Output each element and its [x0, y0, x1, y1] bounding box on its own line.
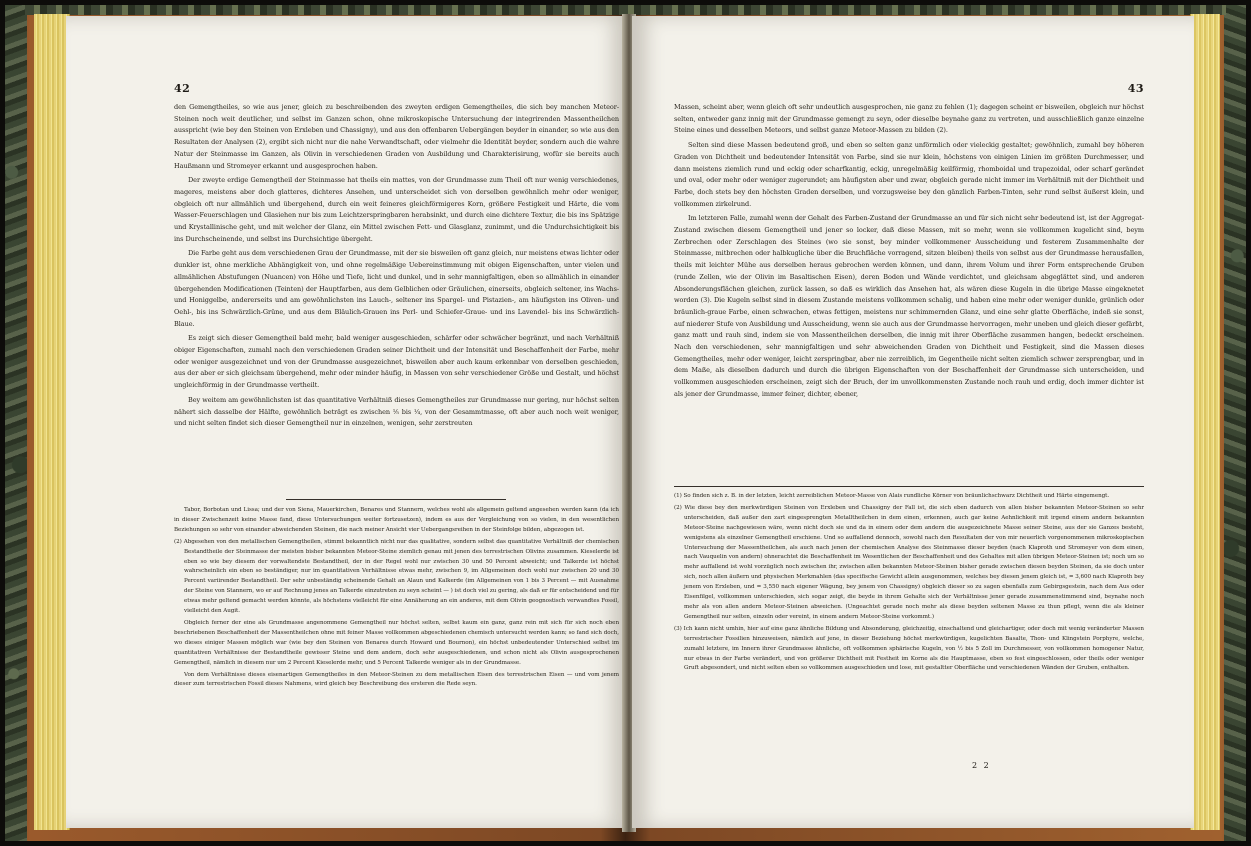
footnote: Von dem Verhältnisse dieses eisenartigen Gemengtheiles in den Meteor-Steinen zu dem metallischen Eisen des terrestrischen Eisen — und vom jenem dieser zum terrestrischen Fossil dieses Nahmens, wird gleich bey Beschreibung des ersteren die Rede seyn.	[174, 671, 619, 688]
footnote: (2) Wie diese bey den merkwürdigen Steinen von Erxleben und Chassigny der Fall ist, die sich eben dadurch von allen bisher bekannten Meteor-Steinen so sehr unterscheiden, daß außer den zart eingesprengten Metalltheilchen in dem einen, erkennen, auch gar keine Aehnlichkeit mit irgend einem andern bekannten Meteor-Steine nachgewiesen wäre, wenn nicht doch sie und da in einem oder dem andern die ausgezeichnete Masse seiner Steine, aus der sie Ganzes besteht, wenigstens als einzelner Gemengtheil erschiene. Und so auffallend dennoch, sowohl nach den Resultaten der von mir neuerlich vorgenommenen mikroskopischen Untersuchung der Massentheilchen, als auch nach jenen der chemischen Analyse des Steinmasse dieser beyden (nach Klaproth und Stromeyer von dem einen, nach Vauquelin von andern) ohnerachtet die Beschaffenheit im Wesentlichen der Beschaffenheit und des Gehaltes mit allen übrigen Meteor-Steinen ist; noch um so mehr auffallend ist wohl vorzüglich noch zwischen ihr, zwischen allen bekannten Meteor-Steinen bisher gerade zwischen diesen beyden Steinen, da sie doch unter sich, noch allen äußern und physischen Merkmahlen (das specifische Gewicht allein ausgenommen, welches bey diesen jenem gleich ist, = 3,600 nach Klaproth bey jenem von Erxleben, und = 3,550 nach eigener Wägung, bey jenem von Chassigny) obgleich dieser so zu sagen ebenfalls zum Gebirgsgestein, nach dem Aus oder Eisenfilgel, vollkommen unterschieden, sich sogar zeigt, die beyde in ihrem Gehalte sich der Verhältnisse jener gerade zusammenstimmend sind, beynahe noch mehr als von allen andern Meteor-Steinen abweichen. (Ungeachtet gerade noch mehr als diese beyden seltenen Masse zu thun pflegt, wenn die als kleiner Gemengtheil nur selten, einzeln oder vereint, in einem andern Meteor-Steine vorkommt.)	[674, 504, 1144, 620]
paragraph: den Gemengtheiles, so wie aus jener, gleich zu beschreibenden des zweyten erdigen Gemengtheiles, die sich bey manchen Meteor-Steinen noch weit deutlicher, und selbst im Ganzen schon, ohne mikroskopische Untersuchung der integrirenden Massentheilchen ausspricht (wie bey den Steinen von Erxleben und Chassigny), und aus den offenbaren Uebergängen beyder in einander, so wie aus den Resultaten der Analysen (2), ergibt sich nicht nur die nahe Verwandtschaft, oder vielmehr die Identität beyder, sondern auch die wahre Natur der Steinmasse im Ganzen, als Olivin in verschiedenen Graden von Ausbildung und Charakterisirung, wofür sie bereits auch Haußmann und Stromeyer erkannt und ausgesprochen haben.	[174, 103, 619, 170]
right-page-body	[674, 102, 1144, 484]
paragraph: Massen, scheint aber, wenn gleich oft sehr undeutlich ausgesprochen, nie ganz zu fehlen (1); dagegen scheint er bisweilen, obgleich nur höchst selten, entweder ganz innig mit der Grundmasse gemengt zu seyn, oder dieselbe beynahe ganz zu vertreten, und ausschließlich ganze einzelne Steine eines und desselben Meteors, und selbst ganze Meteor-Massen zu bilden (2).	[674, 103, 1144, 135]
paragraph: Die Farbe geht aus dem verschiedenen Grau der Grundmasse, mit der sie bisweilen oft ganz gleich, nur meistens etwas lichter oder dunkler ist, ohne merkliche Abhängigkeit von, und ohne regelmäßige Uebereinstimmung mit obigen Eigenschaften, unter vielen und allmählichen Abstufungen (Nuancen) von Höhe und Tiefe, licht und dunkel, und in sehr mannigfaltigen, eben so allmählich in einander übergehenden Modificationen (Teinten) der Hauptfarben, aus dem Gelblichen oder Gräulichen, einerseits, obgleich seltener, ins Wachs- und Honiggelbe, andererseits und am gewöhnlichsten ins Lauch-, seltener ins Spargel- und Pistazien-, am häufigsten ins Oliven- und Oehl-, bis ins Schwärzlich-Grüne, und aus dem Bläulich-Grauen ins Perl- und Schiefer-Graue- und ins Lavendel- bis ins Schwärzlich-Blaue.	[174, 249, 619, 328]
marbled-cover-right	[1224, 5, 1246, 841]
footnote: Tabor, Borbotan und Lissa; und der von Siena, Mauerkirchen, Benares und Stannern, welches wohl als allgemein geltend angesehen werden kann (da ich in dieser Zwischenzeit keine Masse fand, diese Untersuchungen weiter fortzusetzen), indem es aus der Vergleichung von so vielen, in den wesentlichen Beziehungen so sehr von einander abweichenden Steinen, die nach meiner Ansicht vier Uebergangsreihen in der Steinfolge bilden, abgezogen ist.	[174, 507, 619, 533]
paragraph: Der zweyte erdige Gemengtheil der Steinmasse hat theils ein mattes, von der Grundmasse zum Theil oft nur wenig verschiedenes, mageres, meistens aber doch glatteres, dichteres Ansehen, und unterscheidet sich von derselben gewöhnlich mehr oder weniger, obgleich oft nur allmählich und übergehend, durch ein weit feineres gleichförmigeres Korn, größere Festigkeit und Härte, die vom Wasser-Feuerschlagen und Glasiehen nur bis zum Leichtzerspringbaren herabsinkt, und durch eine dichtere Textur, die bis ins Spätzige und Krystallinische geht, und mit welcher der Glanz, ein Mittel zwischen Fett- und Glasglanz, zunimmt, und die Undurchsichtigkeit bis ins Durchscheinende, und selbst ins Durchsichtige übergeht.	[174, 176, 619, 243]
page-number-left: 42	[174, 82, 191, 95]
footnote: Obgleich ferner der eine als Grundmasse angenommene Gemengtheil nur höchst selten, selbst kaum ein ganz, ganz rein mit sich für sich noch eben beschriebenen Beschaffenheit der Massentheilchen ohne mit feiner Masse vollkommen abgeschiedenen chemisch untersucht werden kann; so fand sich doch, wo dieses einiger Massen möglich war (wie bey den Steinen von Benares durch Howard und Bournon), ein höchst unbedeutender Unterschied selbst im quantitativen Verhältnisse der Bestandtheile gewisser Steine und dem andern, doch sehr ausgeschiedenen, und schon nicht als Olivin ausgesprochenen Gemengtheil, nämlich in diesem nur um 2 Percent Kieselerde mehr, und 5 Percent Talkerde weniger als in der Grundmasse.	[174, 619, 619, 666]
page-edges-left	[34, 14, 70, 830]
footnote: (2) Abgesehen von den metallischen Gemengtheilen, stimmt bekanntlich nicht nur das qualitative, sondern selbst das quantitative Verhältniß der chemischen Bestandtheile der Steinmasse der meisten bisher bekannten Meteor-Steine ziemlich genau mit jenen des terrestrischen Olivins zusammen. Kieselerde ist eben so wie bey diesem der vorwaltendste Bestandtheil, der in der Regel wohl nur zwischen 30 und 50 Percent abweicht; und Talkerde ist höchst wahrscheinlich ein eben so beständiger, nur im quantitativen Verhältnisse etwas mehr, zwischen 9, im Allgemeinen doch wohl nur zwischen 20 und 30 Percent variirender Bestandtheil. Der sehr unbeständig scheinende Gehalt an Alaun und Kalkerde (im Allgemeinen von 1 bis 3 Percent — mit Ausnahme der Steine von Stannern, wo er auf Rechnung jenes an Talkerde einzutreten zu seyn scheint — ) ist doch viel zu gering, als daß er für entscheidend und für etwas mehr geltend gemacht werden könnte, als höchstens vielleicht für eine Annäherung an ein anderes, mit dem Olivin geognostisch verwandtes Fossil, vielleicht den Augit.	[174, 538, 619, 615]
marbled-cover-left	[5, 5, 27, 841]
page-edges-right	[1190, 14, 1220, 830]
right-page-footnotes	[674, 492, 1144, 754]
right-page	[632, 16, 1194, 828]
paragraph: Im letzteren Falle, zumahl wenn der Gehalt des Farben-Zustand der Grundmasse an und für sich nicht sehr bedeutend ist, ist der Aggregat-Zustand zwischen diesem Gemengtheil und jener so locker, daß diese Massen, mit so mehr, wenn sie vollkommen kugelicht sind, beym Zerbrechen oder Zerschlagen des Steines (wo sie sonst, bey minder vollkommener Ausscheidung und festerem Zusammenhalte der Steinmasse, mitbrechen oder halbkugliche über die Bruchfläche vorragend, sitzen bleiben) theils von selbst aus der Grundmasse herausfallen, theils mit leichter Mühe aus derselben heraus gebrochen werden können, und dann, ihrem Volum und ihrer Form entsprechende Gruben (runde Zellen, wie der Olivin im Basaltischen Eisen), deren Boden und Wände verdichtet, und gleichsam abgeglättet sind, und anderen Absonderungsflächen gleichen, zurück lassen, so daß es wirklich das Ansehen hat, als wären diese Kugeln in die übrige Masse eingeknetet worden (3). Die Kugeln selbst sind in diesem Zustande meistens vollkommen schalig, und haben eine mehr oder weniger dunkle, grünlich oder bräunlich-graue Farbe, einen schwachen, etwas fettigen, meistens nur schimmernden Glanz, und eine sehr glatte Oberfläche, indeß sie sonst, auf niederer Stufe von Ausbildung und Ausscheidung, wenn sie auch aus der Grundmasse hervorragen, mehr uneben und gleich dieser gefärbt, ganz matt und rauh sind, indem sie von Massentheilchen derselben, die innig mit ihrer Oberfläche zusammen hangen, bedeckt erscheinen. Nach den verschiedenen, sehr mannigfaltigen und sehr abweichenden Graden von Dichtheit und Festigkeit, sind die Massen dieses Gemengtheiles, mehr oder weniger, leicht zerspringbar, aber nie zerreiblich, im Gegentheile nicht selten ziemlich schwer zersprengbar, und in dem Maße, als dieselben dadurch und durch die übrigen Eigenschaften von der Beschaffenheit der Grundmasse sich unterscheiden, und vollkommen ausgeschieden erscheinen, zeigt sich der Bruch, der im unvollkommensten Zustande noch rauh und erdig, doch immer dichter ist als jener der Grundmasse, immer feiner, dichter, ebener,	[674, 214, 1144, 398]
paragraph: Selten sind diese Massen bedeutend groß, und eben so selten ganz unförmlich oder vieleckig gestaltet; gewöhnlich, zumahl bey höheren Graden von Dichtheit und bedeutender Intensität von Farbe, sind sie nur klein, höchstens von einigen Linien im größten Durchmesser, und dann meistens ziemlich rund und eckig oder scharfkantig, eckig, unregelmäßig keilförmig, rhomboidal und trapezoidal, oder scharf gerändet und oval, oder mehr oder weniger zugerundet; am häufigsten aber und zwar, obgleich gerade nicht immer im Verhältniß mit der Dichtheit und Farbe, doch stets bey den höchsten Graden derselben, und vorzugsweise bey den gänzlich Farben-Tinten, sehr rund selbst äußerst klein, und vollkommen zirkelrund.	[674, 141, 1144, 208]
left-page	[66, 16, 627, 828]
left-page-footnotes	[174, 506, 619, 826]
footnote: (1) So finden sich z. B. in der letzten, leicht zerreiblichen Meteor-Masse von Alais rundliche Körner von bräunlichschwarz Dichtheit und Härte eingemengt.	[674, 493, 1110, 499]
footnote-rule	[286, 499, 506, 500]
paragraph: Es zeigt sich dieser Gemengtheil bald mehr, bald weniger ausgeschieden, schärfer oder schwächer begränzt, und nach Verhältniß obiger Eigenschaften, zumahl nach den verschiedenen Graden seiner Dichtheit und der Intensität und Beschaffenheit der Farbe, mehr oder weniger ausgezeichnet und von der Grundmasse ausgezeichnet, bisweilen aber auch kaum erkennbar von derselben geschieden, aus der aber er sich gleichsam übergehend, mehr oder minder häufig, in Massen von sehr verschiedener Größe und Gestalt, und höchst ungleichförmig in der Grundmasse vertheilt.	[174, 334, 619, 390]
signature-mark: 2 2	[972, 761, 991, 770]
left-page-body	[174, 102, 619, 494]
page-number-right: 43	[1127, 82, 1144, 95]
footnote: (3) Ich kann nicht umhin, hier auf eine ganz ähnliche Bildung und Absonderung, gleichzeitig, einschaltend und gleichartiger, oder doch mit wenig veränderter Massen terrestrischer Fossilien hinzuweisen, nämlich auf jene, in dieser Beziehung höchst merkwürdigen, kugelichten Basalte, Thon- und Klingstein Porphyre, welche, zumahl letztere, im Innern ihrer Grundmasse ähnliche, oft vollkommen sphärische Kugeln, von ½ bis 5 Zoll im Durchmesser, von vollkommen homogener Natur, nur etwas in der Farbe verändert, und von größerer Dichtheit mit Festheit im Korne als die Hauptmasse, eben so fest eingeschlossen, oder theils oder weniger Gruft abgesondert, und nicht selten eben so vollkommen ausgeschieden und lose, mit gestaltter Oberfläche und verschiedenen Wänden der Gruben, enthalten.	[674, 625, 1144, 672]
paragraph: Bey weitem am gewöhnlichsten ist das quantitative Verhältniß dieses Gemengtheiles zur Grundmasse nur gering, nur höchst selten nähert sich dasselbe der Hälfte, gewöhnlich beträgt es zwischen ⅕ bis ¼, von der Gesammtmasse, oft aber auch noch weit weniger, und nicht selten findet sich dieser Gemengtheil nur in einzelnen, wenigen, sehr zerstreuten	[174, 395, 619, 428]
footnote-rule	[674, 486, 1144, 487]
